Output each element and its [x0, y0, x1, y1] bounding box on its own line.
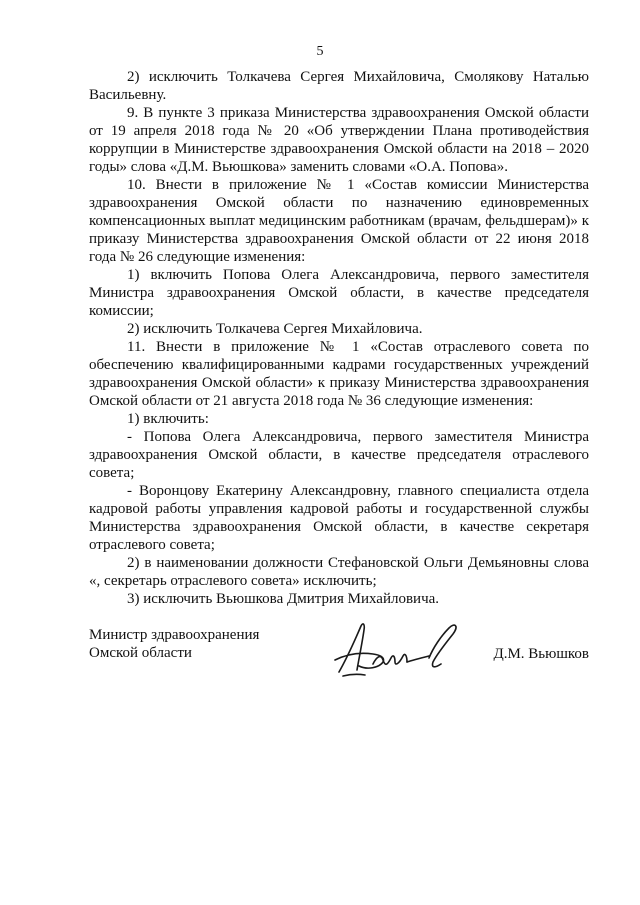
paragraph-10-item-1: 1) включить Попова Олега Александровича, первого заместителя Министра здравоохранения Омской области, в качестве председателя комиссии; — [89, 267, 589, 319]
paragraph-11-item-1: 1) включить: — [127, 411, 209, 427]
paragraph-9: 9. В пункте 3 приказа Министерства здравоохранения Омской области от 19 апреля 2018 года № 20 «Об утверждении Плана противодействия коррупции в Министерстве здравоохранения Омской области на 2018 – 2020 годы» слова «Д.М. Вьюшкова» заменить словами «О.А. Попова». — [89, 105, 589, 175]
paragraph-11: 11. Внести в приложение № 1 «Состав отраслевого совета по обеспечению квалифицированными кадрами государственных учреждений здравоохранения Омской области» к приказу Министерства здравоохранения Омской области от 21 августа 2018 года № 36 следующие изменения: — [89, 339, 589, 409]
handwritten-signature-icon — [329, 618, 469, 680]
paragraph-11-item-2: 2) в наименовании должности Стефановской Ольги Демьяновны слова «, секретарь отраслевого совета» исключить; — [89, 555, 589, 589]
signer-title — [89, 626, 309, 662]
page-number: 5 — [316, 44, 324, 59]
paragraph-11-item-1-a: - Попова Олега Александровича, первого заместителя Министра здравоохранения Омской области, в качестве председателя отраслевого совета; — [89, 429, 589, 481]
signer-name: Д.М. Вьюшков — [493, 646, 589, 662]
paragraph-8-item-2: 2) исключить Толкачева Сергея Михайловича, Смолякову Наталью Васильевну. — [89, 69, 589, 103]
signature-block — [89, 626, 589, 686]
document-body — [89, 68, 589, 608]
signer-title-line-2: Омской области — [89, 645, 192, 661]
paragraph-11-item-1-b: - Воронцову Екатерину Александровну, главного специалиста отдела кадровой работы управления кадровой работы и государственной службы Министерства здравоохранения Омской области, в качестве секретаря отраслевого совета; — [89, 483, 589, 553]
paragraph-10-item-2: 2) исключить Толкачева Сергея Михайловича. — [127, 321, 423, 337]
paragraph-10: 10. Внести в приложение № 1 «Состав комиссии Министерства здравоохранения Омской области по назначению единовременных компенсационных выплат медицинским работникам (врачам, фельдшерам)» к приказу Министерства здравоохранения Омской области от 22 июня 2018 года № 26 следующие изменения: — [89, 177, 589, 265]
signer-title-line-1: Министр здравоохранения — [89, 627, 260, 643]
paragraph-11-item-3: 3) исключить Вьюшкова Дмитрия Михайловича. — [127, 591, 440, 607]
